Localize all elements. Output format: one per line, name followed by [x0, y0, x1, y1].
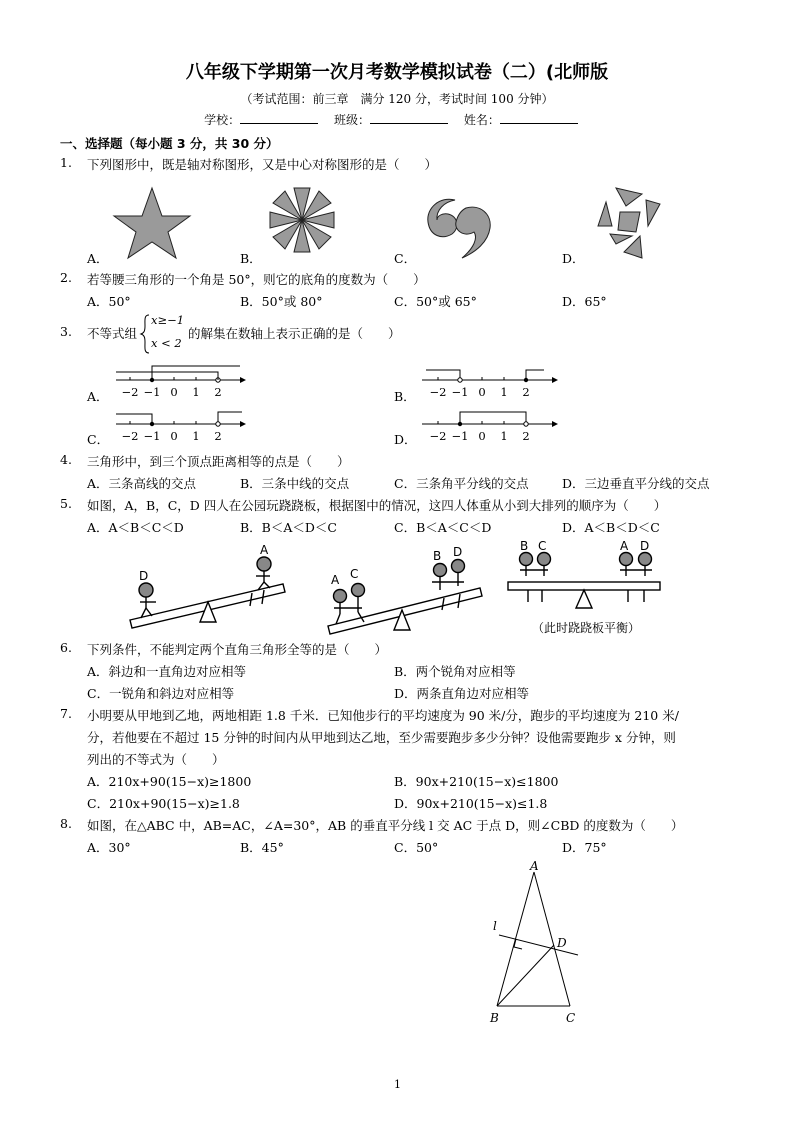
quote-shape — [428, 199, 490, 258]
q7-line2: 分，若他要在不超过 15 分钟的时间内从甲地到达乙地，至少需要跑步多少分钟？设他需要跑步 x 分钟，则 — [87, 730, 676, 745]
q2-text: 若等腰三角形的一个角是 50°，则它的底角的度数为（ ） — [87, 272, 426, 287]
student-info — [0, 111, 794, 128]
tick-1: 1 — [500, 385, 508, 399]
q1-label-b[interactable]: B． — [240, 251, 262, 266]
q6-option-d[interactable]: D．两条直角边对应相等 — [394, 686, 530, 701]
q5-option-d[interactable]: D．A＜B＜D＜C — [562, 520, 660, 535]
q5-option-b[interactable]: B．B＜A＜D＜C — [240, 520, 337, 535]
seesaw-figures — [0, 538, 794, 638]
number-line-a — [112, 358, 252, 408]
q8-text: 如图，在△ABC 中，AB=AC，∠A=30°，AB 的垂直平分线 l 交 AC 于点 D，则∠CBD 的度数为（ ） — [87, 818, 684, 833]
name-blank[interactable] — [500, 112, 578, 124]
q2-option-b[interactable]: B．50°或 80° — [240, 294, 323, 309]
person-a: A — [331, 573, 340, 587]
q3-label-d[interactable]: D． — [394, 432, 417, 447]
q5-option-c[interactable]: C．B＜A＜C＜D — [394, 520, 492, 535]
q4-option-c[interactable]: C．三条角平分线的交点 — [394, 476, 529, 491]
q8-option-d[interactable]: D．75° — [562, 840, 607, 855]
q1-label-d[interactable]: D． — [562, 251, 585, 266]
tick-0: 0 — [478, 429, 486, 443]
seesaw-3 — [508, 553, 660, 609]
school-label: 学校： — [204, 113, 241, 127]
person-d: D — [139, 569, 149, 583]
q5-number: 5. — [60, 496, 72, 511]
seesaw-1 — [130, 557, 285, 628]
q3-label-a[interactable]: A． — [87, 389, 109, 404]
tick-neg1: −1 — [143, 385, 161, 399]
tick-1: 1 — [192, 429, 200, 443]
q7-line1: 小明要从甲地到乙地，两地相距 1.8 千米．已知他步行的平均速度为 90 米/分，跑步的平均速度为 210 米/ — [87, 708, 679, 723]
tick-neg1: −1 — [451, 385, 469, 399]
person-a: A — [260, 543, 269, 557]
tick-1: 1 — [500, 429, 508, 443]
point-a: A — [530, 859, 539, 873]
q3-text-before: 不等式组 — [87, 326, 138, 341]
tick-0: 0 — [170, 385, 178, 399]
tick-2: 2 — [522, 385, 530, 399]
point-b: B — [490, 1011, 499, 1025]
person-c: C — [538, 539, 547, 553]
q7-line3: 列出的不等式为（ ） — [87, 752, 225, 767]
q8-option-a[interactable]: A．30° — [87, 840, 131, 855]
tick-0: 0 — [170, 429, 178, 443]
balance-caption: （此时跷跷板平衡） — [532, 621, 641, 635]
tick-neg1: −1 — [451, 429, 469, 443]
q6-number: 6. — [60, 640, 72, 655]
q3-label-c[interactable]: C． — [87, 432, 110, 447]
number-line-b — [418, 358, 568, 408]
number-line-c — [112, 402, 252, 452]
q4-number: 4. — [60, 452, 72, 467]
point-c: C — [566, 1011, 576, 1025]
page-title: 八年级下学期第一次月考数学模拟试卷（二）(北师版 — [185, 62, 609, 83]
tick-neg2: −2 — [121, 429, 139, 443]
person-d: D — [640, 539, 650, 553]
tick-neg2: −2 — [429, 429, 447, 443]
section-title: 一、选择题（每小题 3 分，共 30 分） — [60, 136, 279, 151]
q2-number: 2. — [60, 270, 72, 285]
tick-2: 2 — [214, 385, 222, 399]
q7-number: 7. — [60, 706, 72, 721]
q1-number: 1. — [60, 155, 72, 170]
q1-label-c[interactable]: C． — [394, 251, 417, 266]
q3-number: 3. — [60, 324, 72, 339]
point-d: D — [557, 936, 567, 950]
q7-option-b[interactable]: B．90x+210(15−x)≤1800 — [394, 774, 559, 789]
tick-neg1: −1 — [143, 429, 161, 443]
q3-label-b[interactable]: B． — [394, 389, 416, 404]
school-blank[interactable] — [240, 112, 318, 124]
q8-option-c[interactable]: C．50° — [394, 840, 439, 855]
pinwheel-shape — [270, 188, 334, 252]
class-blank[interactable] — [370, 112, 448, 124]
tick-0: 0 — [478, 385, 486, 399]
q7-option-c[interactable]: C．210x+90(15−x)≥1.8 — [87, 796, 240, 811]
q6-option-a[interactable]: A．斜边和一直角边对应相等 — [87, 664, 247, 679]
tick-2: 2 — [214, 429, 222, 443]
person-b: B — [433, 549, 442, 563]
number-line-d — [418, 402, 568, 452]
exam-scope: （考试范围：前三章 满分 120 分，考试时间 100 分钟） — [240, 92, 554, 106]
tick-neg2: −2 — [429, 385, 447, 399]
line-l: l — [493, 919, 497, 933]
q4-option-d[interactable]: D．三边垂直平分线的交点 — [562, 476, 710, 491]
q3-text-after: 的解集在数轴上表示正确的是（ ） — [188, 326, 401, 341]
q7-option-a[interactable]: A．210x+90(15−x)≥1800 — [87, 774, 252, 789]
person-b: B — [520, 539, 529, 553]
star-shape — [114, 188, 190, 258]
q5-option-a[interactable]: A．A＜B＜C＜D — [87, 520, 184, 535]
q1-label-a[interactable]: A． — [87, 251, 109, 266]
q4-option-b[interactable]: B．三条中线的交点 — [240, 476, 350, 491]
triangle-figure — [0, 856, 794, 1036]
tick-neg2: −2 — [121, 385, 139, 399]
q3-system-line1: x≥−1 — [151, 313, 185, 327]
person-a: A — [620, 539, 629, 553]
triangles-shape — [598, 188, 660, 258]
q6-option-b[interactable]: B．两个锐角对应相等 — [394, 664, 516, 679]
q3-system-line2: x < 2 — [151, 336, 182, 350]
q8-number: 8. — [60, 816, 72, 831]
q2-option-d[interactable]: D．65° — [562, 294, 607, 309]
tick-2: 2 — [522, 429, 530, 443]
class-label: 班级： — [333, 113, 370, 127]
q2-option-c[interactable]: C．50°或 65° — [394, 294, 477, 309]
q7-option-d[interactable]: D．90x+210(15−x)≤1.8 — [394, 796, 548, 811]
q1-text: 下列图形中，既是轴对称图形，又是中心对称图形的是（ ） — [87, 157, 438, 172]
page-number: 1 — [394, 1078, 401, 1091]
q4-option-a[interactable]: A．三条高线的交点 — [87, 476, 197, 491]
tick-1: 1 — [192, 385, 200, 399]
name-label: 姓名： — [463, 113, 500, 127]
q4-text: 三角形中，到三个顶点距离相等的点是（ ） — [87, 454, 350, 469]
q6-option-c[interactable]: C．一锐角和斜边对应相等 — [87, 686, 235, 701]
q8-option-b[interactable]: B．45° — [240, 840, 284, 855]
q6-text: 下列条件，不能判定两个直角三角形全等的是（ ） — [87, 642, 388, 657]
q5-text: 如图，A，B，C，D 四人在公园玩跷跷板，根据图中的情况，这四人体重从小到大排列的顺序为（ ） — [87, 498, 667, 513]
person-d: D — [453, 545, 463, 559]
q2-option-a[interactable]: A．50° — [87, 294, 131, 309]
brace-icon — [141, 314, 151, 354]
person-c: C — [350, 567, 359, 581]
